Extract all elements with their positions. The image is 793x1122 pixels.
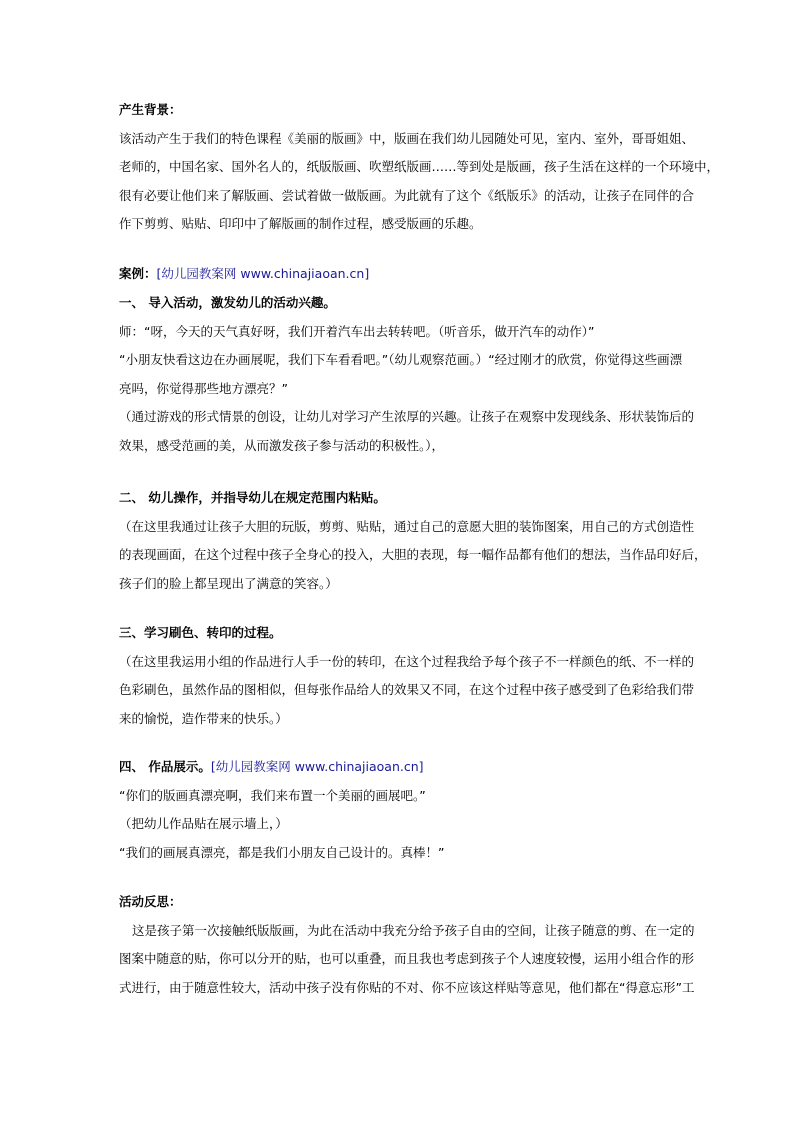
paragraph-line: 师：“呀，今天的天气真好呀，我们开着汽车出去转转吧。（听音乐，做开汽车的动作）” <box>119 323 595 339</box>
paragraph-line: 的表现画面，在这个过程中孩子全身心的投入，大胆的表现，每一幅作品都有他们的想法，当作品印好后， <box>119 547 707 563</box>
step1-section <box>119 289 695 461</box>
paragraph-line: 很有必要让他们来了解版画、尝试着做一做版画。为此就有了这个《纸版乐》的活动，让孩子在同伴的合 <box>119 187 695 203</box>
paragraph-line: 亮吗，你觉得那些地方漂亮？” <box>119 380 288 396</box>
paragraph-line: 老师的，中国名家、国外名人的，纸版版画、吹塑纸版画……等到处是版画，孩子生活在这样的一个环境中， <box>119 159 720 175</box>
paragraph-line: （把幼儿作品贴在展示墙上，） <box>119 816 288 832</box>
case-link[interactable]: [幼儿园教案网 www.chinajiaoan.cn] <box>156 266 370 281</box>
paragraph-line: “我们的画展真漂亮，都是我们小朋友自己设计的。真棒！” <box>119 844 445 860</box>
paragraph-line: 孩子们的脸上都呈现出了满意的笑容。） <box>119 575 338 591</box>
paragraph-line: （通过游戏的形式情景的创设，让幼儿对学习产生浓厚的兴趣。让孩子在观察中发现线条、形状装饰后的 <box>119 409 695 425</box>
case-section <box>119 260 675 289</box>
paragraph-line: 这是孩子第一次接触纸版版画，为此在活动中我充分给予孩子自由的空间，让孩子随意的剪、在一定的 <box>132 922 695 938</box>
paragraph-line: 作下剪剪、贴贴、印印中了解版画的制作过程，感受版画的乐趣。 <box>119 216 482 232</box>
step2-heading: 二、 幼儿操作，并指导幼儿在规定范围内粘贴。 <box>119 490 386 505</box>
background-section <box>119 96 720 239</box>
step4-section <box>119 753 675 867</box>
case-label: 案例： <box>119 266 157 281</box>
step1-heading: 一、 导入活动，激发幼儿的活动兴趣。 <box>119 295 336 310</box>
paragraph-line: 色彩刷色，虽然作品的图相似，但每张作品给人的效果又不同，在这个过程中孩子感受到了色彩给我们带 <box>119 682 695 698</box>
paragraph-line: 该活动产生于我们的特色课程《美丽的版画》中，版画在我们幼儿园随处可见，室内、室外，哥哥姐姐、 <box>119 130 695 146</box>
paragraph-line: “你们的版画真漂亮啊，我们来布置一个美丽的画展吧。” <box>119 787 426 803</box>
step4-link[interactable]: [幼儿园教案网 www.chinajiaoan.cn] <box>210 759 424 774</box>
paragraph-line: 图案中随意的贴，你可以分开的贴，也可以重叠，而且我也考虑到孩子个人速度较慢，运用小组合作的形 <box>119 951 695 967</box>
reflection-heading: 活动反思： <box>119 894 182 909</box>
background-heading: 产生背景： <box>119 102 182 117</box>
paragraph-line: （在这里我通过让孩子大胆的玩版，剪剪、贴贴，通过自己的意愿大胆的装饰图案，用自己的方式创造性 <box>119 518 695 534</box>
paragraph-line: 效果，感受范画的美，从而激发孩子参与活动的积极性。）， <box>119 437 445 453</box>
paragraph-line: （在这里我运用小组的作品进行人手一份的转印，在这个过程我给予每个孩子不一样颜色的纸、不一样的 <box>119 653 695 669</box>
reflection-section <box>119 888 695 1002</box>
step3-heading: 三、学习刷色、转印的过程。 <box>119 625 282 640</box>
paragraph-line: 式进行，由于随意性较大，活动中孩子没有你贴的不对、你不应该这样贴等意见，他们都在“得意忘形”工 <box>119 979 695 995</box>
paragraph-line: 来的愉悦，造作带来的快乐。） <box>119 710 288 726</box>
step2-section <box>119 484 707 598</box>
step3-section <box>119 619 695 733</box>
paragraph-line: “小朋友快看这边在办画展呢，我们下车看看吧。”（幼儿观察范画。）“经过刚才的欣赏，你觉得这些画漂 <box>119 352 683 368</box>
step4-heading: 四、 作品展示。 <box>119 759 211 774</box>
